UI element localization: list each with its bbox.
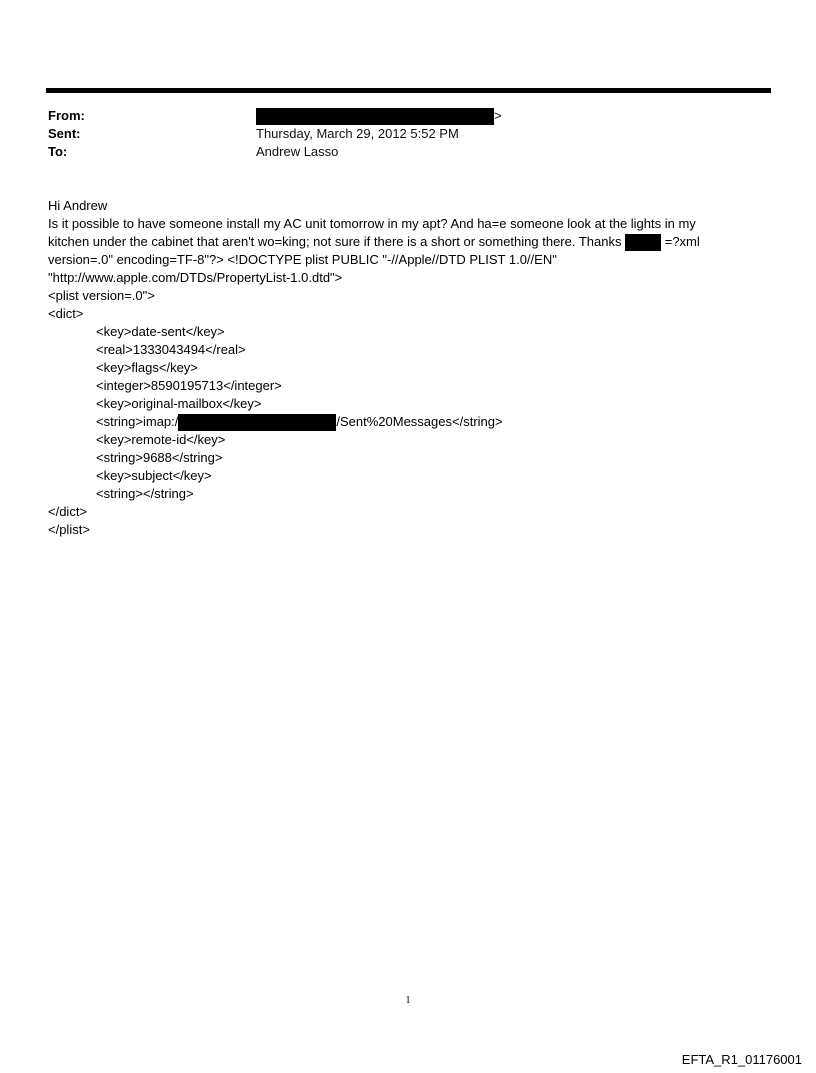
page-number: 1 [405, 995, 411, 1006]
plist-open: <plist version=.0"> [48, 288, 155, 303]
body-line-3: version=.0" encoding=TF-8"?> <!DOCTYPE plist PUBLIC "-//Apple//DTD PLIST 1.0//EN" [48, 252, 557, 267]
plist-line: <string>9688</string> [96, 450, 223, 465]
email-body [48, 197, 778, 539]
sent-value: Thursday, March 29, 2012 5:52 PM [256, 126, 459, 141]
mailbox-suffix: /Sent%20Messages</string> [336, 414, 503, 429]
body-line-4: "http://www.apple.com/DTDs/PropertyList-1.0.dtd"> [48, 270, 343, 285]
plist-line: <integer>8590195713</integer> [96, 378, 282, 393]
body-line-1: Is it possible to have someone install my AC unit tomorrow in my apt? And ha=e someone look at the lights in my [48, 216, 696, 231]
from-label: From: [48, 108, 85, 123]
to-label: To: [48, 144, 68, 159]
plist-line: <key>date-sent</key> [96, 324, 225, 339]
plist-line: <real>1333043494</real> [96, 342, 246, 357]
plist-line: <key>remote-id</key> [96, 432, 226, 447]
top-rule [46, 88, 771, 93]
body-line-2-text: kitchen under the cabinet that aren't wo=king; not sure if there is a short or something there. Thanks [48, 234, 626, 249]
plist-close: </plist> [48, 522, 90, 537]
dict-open: <dict> [48, 306, 84, 321]
plist-line: <key>original-mailbox</key> [96, 396, 262, 411]
body-line-2 [48, 233, 778, 251]
body-line-2-after: =?xml [661, 234, 700, 249]
plist-line: <key>flags</key> [96, 360, 198, 375]
redaction-block [256, 108, 494, 125]
plist-line: <key>subject</key> [96, 468, 212, 483]
dict-close: </dict> [48, 504, 88, 519]
greeting: Hi Andrew [48, 198, 108, 213]
from-suffix: > [494, 108, 502, 123]
from-value [256, 107, 502, 125]
document-id: EFTA_R1_01176001 [681, 1052, 802, 1067]
redaction-block [178, 414, 336, 431]
sent-label: Sent: [48, 126, 81, 141]
plist-line-mailbox [48, 413, 778, 431]
mailbox-prefix: <string>imap:/ [96, 414, 179, 429]
plist-line: <string></string> [96, 486, 194, 501]
to-value: Andrew Lasso [256, 144, 339, 159]
redaction-block [625, 234, 661, 251]
